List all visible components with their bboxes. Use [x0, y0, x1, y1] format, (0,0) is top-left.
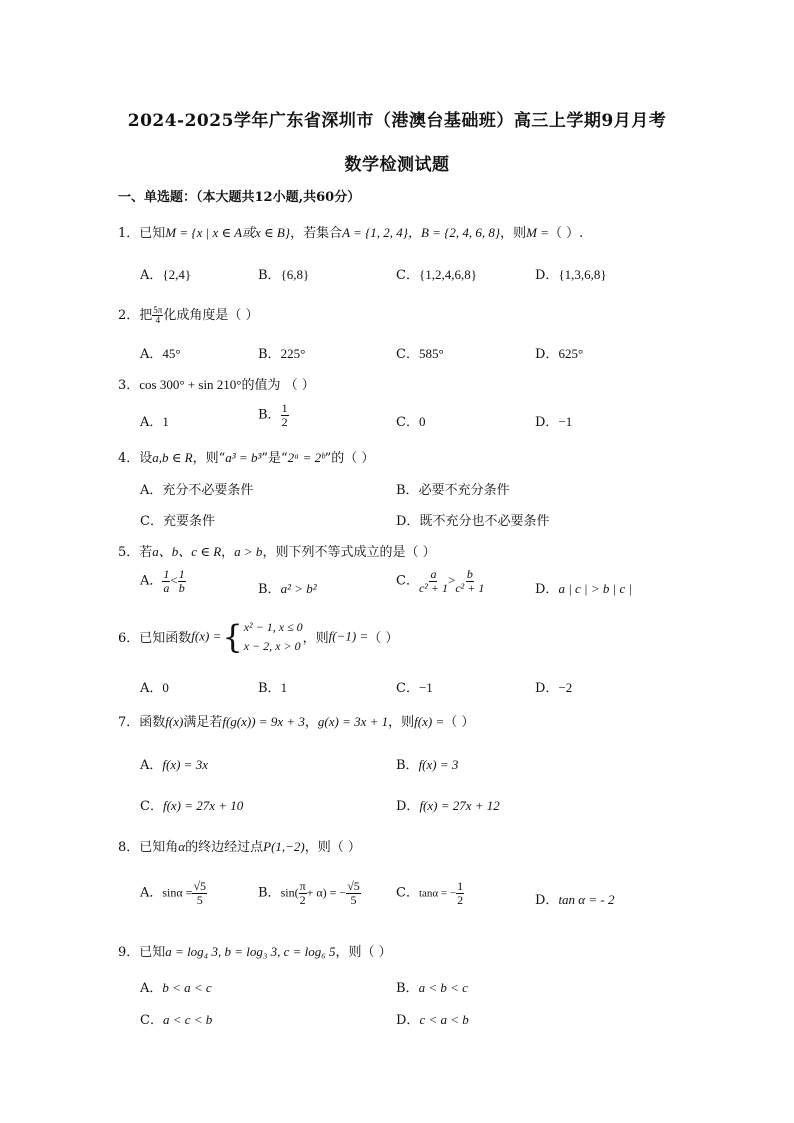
question-number: 3． [118, 378, 140, 393]
question-number: 2． [118, 308, 140, 323]
option-b: B．f(x) = 3 [396, 757, 459, 773]
option-c: C．{1,2,4,6,8} [396, 267, 477, 283]
stem-text: ，则 [500, 226, 527, 241]
option-d: D．c < a < b [396, 1012, 469, 1028]
option-a: A．45° [140, 346, 181, 362]
option-d: D．既不充分也不必要条件 [396, 514, 550, 529]
stem-text: ，则 [302, 631, 329, 647]
option-d: D．−2 [535, 680, 573, 696]
option-c: C．f(x) = 27x + 10 [140, 798, 244, 814]
question-1 [118, 222, 583, 241]
option-b: B．a² > b² [258, 581, 317, 597]
option-a: A．{2,4} [140, 267, 192, 283]
stem-math: A = {1, 2, 4}，B = {2, 4, 6, 8} [342, 225, 501, 240]
option-b: B．必要不充分条件 [396, 483, 510, 498]
option-a: A．f(x) = 3x [140, 757, 208, 773]
stem-text: 已知函数 [139, 631, 192, 647]
stem-text: 设 [139, 451, 153, 466]
stem-math: f(x) [165, 714, 184, 729]
option-d: D．f(x) = 27x + 12 [396, 798, 500, 814]
option-c: C．a < c < b [140, 1012, 213, 1028]
stem-math: α [178, 839, 186, 854]
question-number: 4． [118, 451, 140, 466]
question-number: 8． [118, 840, 140, 855]
stem-text: 化成角度是（ ） [163, 308, 259, 323]
option-a: A．1 [140, 414, 169, 430]
question-number: 7． [118, 715, 140, 730]
stem-text: ，则 [388, 715, 415, 730]
exam-title-line1: 2024-2025学年广东省深圳市（港澳台基础班）高三上学期9月月考 [127, 111, 667, 131]
option-b: B．a < b < c [396, 980, 468, 996]
stem-text: ”的（ ） [324, 451, 375, 466]
question-2 [118, 304, 258, 325]
option-c: C．0 [396, 414, 426, 430]
option-c: C．−1 [396, 680, 433, 696]
option-c: C．585° [396, 346, 444, 362]
stem-text: （ ） [444, 715, 475, 730]
stem-math: a³ = b³ [225, 450, 262, 465]
question-number: 1． [118, 226, 140, 241]
stem-math: f(x) = [191, 628, 222, 644]
question-5 [118, 541, 436, 560]
stem-math: g(x) = 3x + 1 [317, 714, 389, 729]
stem-math: a = log₄ 3, b = log₃ 3, c = log₆ 5 [165, 944, 336, 959]
stem-text: 已知 [139, 945, 166, 960]
option-c: C．充要条件 [140, 514, 215, 529]
stem-text: 若 [139, 545, 153, 560]
stem-math: a、b、c ∈ R [152, 544, 222, 559]
option-d: D．tan α = - 2 [535, 892, 615, 908]
question-6 [118, 618, 398, 655]
exam-title-line2: 数学检测试题 [344, 155, 450, 175]
stem-math: a,b ∈ R [152, 450, 193, 465]
stem-text: ，则（ ） [335, 945, 392, 960]
question-number: 5． [118, 545, 140, 560]
question-8 [118, 836, 361, 855]
stem-math: 2ᵃ = 2ᵇ [287, 450, 325, 465]
stem-text: 把 [139, 308, 153, 323]
stem-math: cos 300° + sin 210° [139, 377, 242, 392]
section-heading: 一、单选题：（本大题共12小题,共60分） [118, 190, 361, 205]
stem-text: （ ） [368, 631, 399, 647]
question-number: 9． [118, 945, 140, 960]
stem-text: ， [304, 715, 318, 730]
option-c: C．tanα = − $\frac{1}{2}$ [396, 879, 464, 907]
option-a: A．b < a < c [140, 980, 212, 996]
question-9 [118, 941, 392, 960]
option-a: A．sinα = $\frac{√5}{5}$ [140, 879, 207, 907]
stem-math: M = [526, 225, 549, 240]
option-d: D．a | c | > b | c | [535, 581, 633, 597]
stem-math: f(−1) = [328, 628, 369, 644]
stem-math: f(x) = [414, 714, 445, 729]
option-b: B．sin( $\frac{\pi}{2}$ + α) = − $\frac{√5}{5}$ [258, 879, 360, 907]
question-number: 6． [118, 631, 140, 647]
option-a: A． $\frac{1}{a}$ < $\frac{1}{b}$ [140, 567, 185, 595]
option-d: D．−1 [535, 414, 573, 430]
stem-text: ， [221, 545, 235, 560]
stem-text: （ ）. [548, 226, 584, 241]
question-4 [118, 447, 374, 466]
fraction: $\frac{5\pi}{4}$ [153, 304, 163, 325]
option-b: B．1 [258, 680, 288, 696]
question-7 [118, 711, 474, 730]
option-a: A．0 [140, 680, 169, 696]
stem-text: ，则“ [192, 451, 226, 466]
stem-text: 的值为 （ ） [241, 378, 315, 393]
stem-text: 函数 [139, 715, 166, 730]
option-d: D．{1,3,6,8} [535, 267, 607, 283]
stem-text: ”是“ [261, 451, 288, 466]
question-3 [118, 374, 315, 393]
option-b: B．225° [258, 346, 306, 362]
stem-math: M = {x | x ∈ A或x ∈ B} [165, 225, 291, 240]
stem-text: 已知 [139, 226, 166, 241]
stem-text: ，则下列不等式成立的是（ ） [262, 545, 436, 560]
stem-text: 的终边经过点 [185, 840, 264, 855]
stem-text: ，若集合 [290, 226, 343, 241]
option-d: D．625° [535, 346, 584, 362]
option-a: A．充分不必要条件 [140, 483, 254, 498]
stem-text: 满足若 [183, 715, 223, 730]
option-b: B．{6,8} [258, 267, 310, 283]
stem-math: f(g(x)) = 9x + 3 [222, 714, 305, 729]
option-c: C． $\frac{a}{\text{c² + 1}}$ > $\frac{b}{\text{c² + 1}}$ [396, 567, 485, 595]
stem-text: 已知角 [139, 840, 179, 855]
stem-text: ，则（ ） [304, 840, 361, 855]
stem-math: P(1,−2) [263, 839, 305, 854]
stem-math: a > b [234, 544, 263, 559]
piecewise-definition: { x² − 1, x ≤ 0 x − 2, x > 0 [222, 617, 303, 656]
option-b: B． $\frac{1}{2}$ [258, 401, 288, 429]
